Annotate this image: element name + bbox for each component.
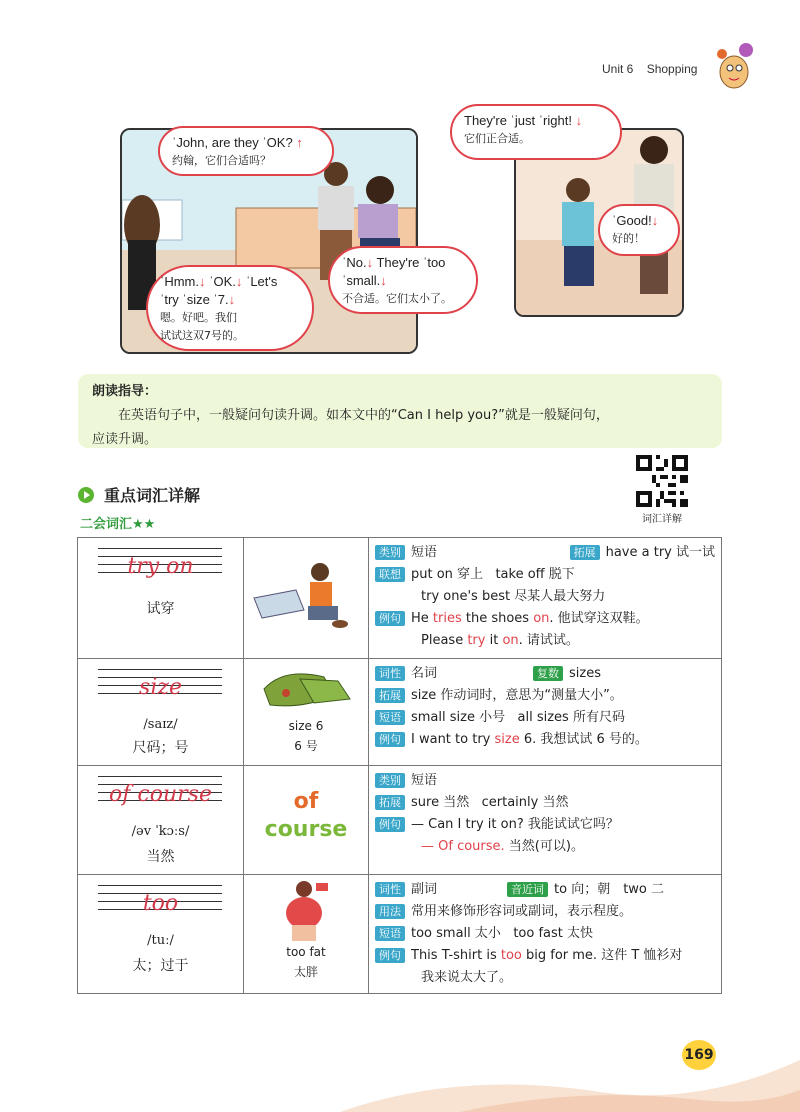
unit-header <box>602 62 707 76</box>
tag-pos: 词性 <box>375 882 405 897</box>
tag-homophone: 音近词 <box>507 882 548 897</box>
bubble-text-en: They're ˈjust ˈright! <box>464 113 572 128</box>
example-text: I want to try <box>411 732 495 747</box>
example-text: . 请试试。 <box>518 633 579 648</box>
bubble-text-zh: 约翰，它们合适吗？ <box>172 154 271 167</box>
vocab-table <box>77 537 722 994</box>
speech-bubble-john-ok <box>158 126 334 176</box>
tag-category: 类别 <box>375 545 405 560</box>
of-course-art <box>244 788 368 844</box>
speech-bubble-just-right <box>450 104 622 160</box>
tag-phrase: 短语 <box>375 710 405 725</box>
word-meaning: 尺码；号 <box>132 740 189 756</box>
woman-too-fat-illustration <box>244 875 368 945</box>
tag-associate: 联想 <box>375 567 405 582</box>
image-caption: too fat <box>286 945 326 959</box>
tag-value: certainly 当然 <box>481 795 569 810</box>
intonation-arrow-icon: ↓ <box>575 113 583 128</box>
bubble-text-en: ˈHmm. <box>160 274 199 289</box>
tag-value: 名词 <box>411 666 438 681</box>
tag-example: 例句 <box>375 948 405 963</box>
word-meaning: 当然 <box>146 849 175 865</box>
intonation-arrow-icon: ↓ <box>235 274 243 289</box>
intonation-arrow-icon: ↓ <box>651 213 659 228</box>
detail-cell <box>369 766 722 875</box>
play-icon <box>78 487 94 503</box>
tag-value: 短语 <box>411 773 438 788</box>
reading-guide-box <box>78 374 722 448</box>
word-cell <box>78 659 244 766</box>
tag-extend: 拓展 <box>375 795 405 810</box>
example-highlight: size <box>494 732 520 747</box>
example-highlight: — <box>421 839 439 854</box>
image-cell <box>244 659 369 766</box>
handwritten-word: of course <box>109 782 212 807</box>
example-text: it <box>485 633 503 648</box>
tag-value: 副词 <box>411 882 438 897</box>
bubble-text-zh: 嗯。好吧。我们 <box>160 311 237 324</box>
example-text: 我来说太大了。 <box>421 970 513 985</box>
intonation-arrow-icon: ↑ <box>296 135 303 150</box>
mascot-icon <box>712 40 756 92</box>
vocab-row-try-on <box>78 538 722 659</box>
qr-code-icon[interactable] <box>636 455 688 507</box>
tag-phrase: 短语 <box>375 926 405 941</box>
tag-value: have a try 试一试 <box>605 545 715 560</box>
image-cell <box>244 538 369 659</box>
bubble-text-en: ˈsmall. <box>342 273 381 288</box>
bubble-text-en: ˈLet's <box>245 274 278 289</box>
image-caption: 太胖 <box>293 965 318 979</box>
example-text: — Can I try it on? 我能试试它吗？ <box>411 817 619 832</box>
reading-guide-title: 朗读指导： <box>92 384 158 399</box>
vocab-level-subtitle: 二会词汇★★ <box>80 517 156 532</box>
bubble-text-en: ˈOK. <box>209 274 236 289</box>
bubble-text-en: ˈGood! <box>612 213 652 228</box>
unit-topic: Shopping <box>646 62 698 76</box>
tag-pos: 词性 <box>375 666 405 681</box>
bubble-text-en: ˈtry ˈsize ˈ7. <box>160 292 229 307</box>
page-number: 169 <box>682 1040 716 1070</box>
tag-value: sizes <box>569 666 601 681</box>
example-text: big for me. 这件 T 恤衫对 <box>521 948 683 963</box>
reading-guide-line: 在英语句子中，一般疑问句读升调。如本文中的“Can I help you?”就是一般疑问句， <box>118 408 609 423</box>
tag-value: all sizes 所有尺码 <box>517 710 625 725</box>
example-highlight: on <box>533 611 550 626</box>
image-cell <box>244 766 369 875</box>
vocab-row-too <box>78 875 722 994</box>
tag-value: sure 当然 <box>411 795 470 810</box>
art-word: course <box>264 817 348 842</box>
section-title <box>78 483 200 506</box>
example-text: . 他试穿这双鞋。 <box>549 611 649 626</box>
example-text: 6. 我想试试 6 号的。 <box>519 732 648 747</box>
example-text: He <box>411 611 433 626</box>
tag-usage: 用法 <box>375 904 405 919</box>
speech-bubble-too-small <box>328 246 478 314</box>
section-title-text: 重点词汇详解 <box>104 486 201 505</box>
bubble-text-zh: 好的！ <box>612 232 645 245</box>
example-text: 当然(可以)。 <box>504 839 584 854</box>
handwritten-word: try on <box>127 554 194 579</box>
tag-value: too fast 太快 <box>513 926 593 941</box>
tag-category: 类别 <box>375 773 405 788</box>
detail-cell <box>369 875 722 994</box>
handwritten-word: size <box>139 675 182 700</box>
example-text: This T-shirt is <box>411 948 501 963</box>
tag-extend: 拓展 <box>570 545 600 560</box>
bubble-text-en: ˈNo. <box>342 255 367 270</box>
word-cell <box>78 875 244 994</box>
intonation-arrow-icon: ↓ <box>199 274 206 289</box>
tag-value: size 作动词时，意思为“测量大小”。 <box>411 688 623 703</box>
handwritten-word: too <box>142 891 179 916</box>
footer-wave-decoration <box>340 1040 800 1112</box>
boy-trying-shoes-illustration <box>244 538 368 654</box>
phonetic: /əv ˈkɔːs/ <box>131 824 190 839</box>
word-cell <box>78 766 244 875</box>
qr-code-label: 词汇详解 <box>642 514 682 525</box>
word-cell <box>78 538 244 659</box>
shoes-illustration <box>244 659 368 719</box>
unit-label: Unit 6 <box>602 62 634 76</box>
tag-value: put on 穿上 <box>411 567 484 582</box>
bubble-text-zh: 试试这双7号的。 <box>160 329 244 342</box>
tag-example: 例句 <box>375 611 405 626</box>
example-highlight: too <box>500 948 522 963</box>
detail-cell <box>369 538 722 659</box>
reading-guide-line: 应读升调。 <box>92 432 158 447</box>
vocab-row-of-course <box>78 766 722 875</box>
word-meaning: 太；过于 <box>132 958 189 974</box>
example-highlight: Of course. <box>438 839 505 854</box>
image-caption: 6 号 <box>294 739 318 753</box>
image-caption: size 6 <box>288 719 324 733</box>
bubble-text-zh: 不合适。它们太小了。 <box>342 292 452 305</box>
bubble-text-zh: 它们正合适。 <box>464 132 530 145</box>
example-highlight: try <box>467 633 486 648</box>
word-meaning: 试穿 <box>146 601 175 617</box>
phonetic: /saɪz/ <box>143 717 178 732</box>
tag-value: try one's best 尽某人最大努力 <box>421 589 606 604</box>
tag-value: take off 脱下 <box>495 567 575 582</box>
bubble-text-en: ˈJohn, are they ˈOK? <box>172 135 293 150</box>
example-highlight: on <box>502 633 519 648</box>
tag-plural: 复数 <box>533 666 563 681</box>
intonation-arrow-icon: ↓ <box>228 292 236 307</box>
tag-value: 短语 <box>411 545 438 560</box>
tag-extend: 拓展 <box>375 688 405 703</box>
tag-value: too small 太小 <box>411 926 501 941</box>
phonetic: /tuː/ <box>147 933 174 948</box>
intonation-arrow-icon: ↓ <box>366 255 374 270</box>
bubble-text-en: They're ˈtoo <box>376 255 446 270</box>
image-cell <box>244 875 369 994</box>
speech-bubble-good <box>598 204 680 256</box>
tag-value: to 向；朝 two 二 <box>554 882 665 897</box>
vocab-row-size <box>78 659 722 766</box>
example-highlight: tries <box>432 611 462 626</box>
tag-example: 例句 <box>375 732 405 747</box>
tag-value: small size 小号 <box>411 710 506 725</box>
tag-example: 例句 <box>375 817 405 832</box>
intonation-arrow-icon: ↓ <box>380 273 387 288</box>
example-text: Please <box>421 633 468 648</box>
tag-value: 常用来修饰形容词或副词，表示程度。 <box>411 904 633 919</box>
detail-cell <box>369 659 722 766</box>
art-word: of <box>293 789 319 814</box>
example-text: the shoes <box>461 611 534 626</box>
speech-bubble-try-size-7 <box>146 265 314 351</box>
